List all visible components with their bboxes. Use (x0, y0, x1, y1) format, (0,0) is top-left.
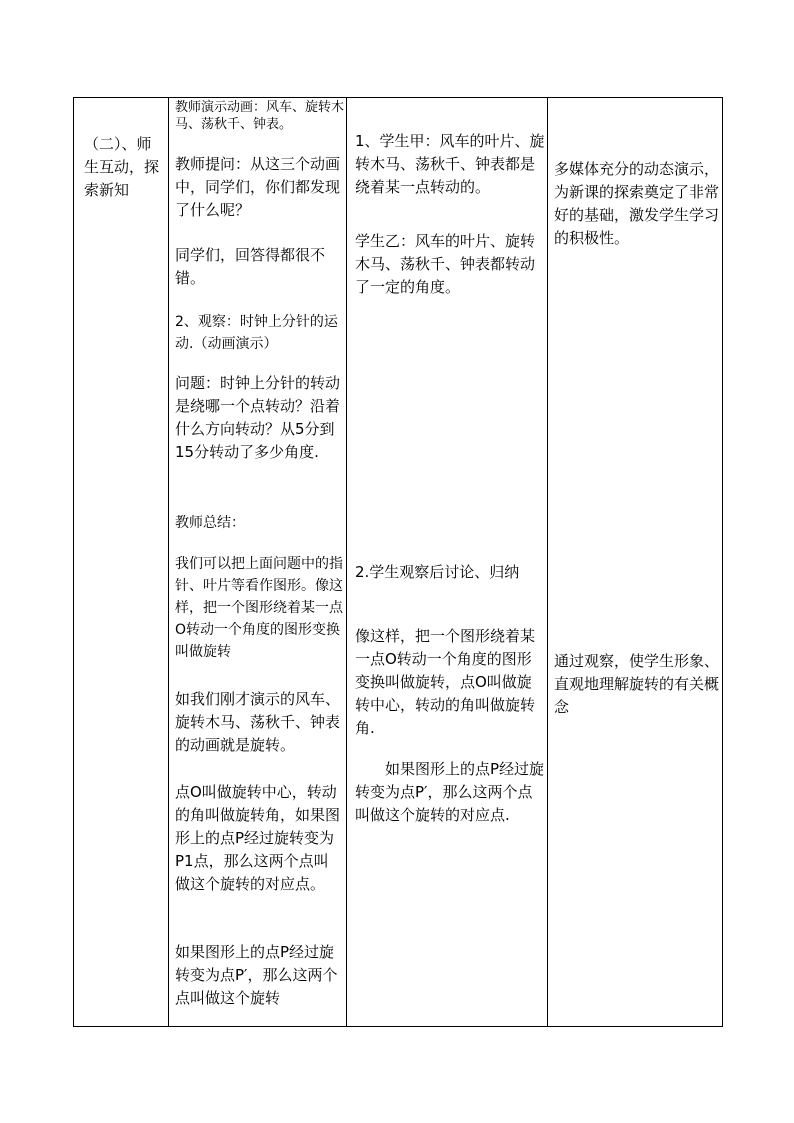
student-paragraph: 像这样，把一个图形绕着某一点O转动一个角度的图形变换叫做旋转，点O叫做旋转中心，转动的角叫做旋转角. (355, 627, 536, 737)
teacher-paragraph: 问题：时钟上分针的转动是绕哪一个点转动？沿着什么方向转动？从5分到15分转动了多少角度. (175, 374, 341, 461)
section-title: （二）、师生互动，探索新知 (84, 135, 160, 199)
teacher-paragraph: 如果图形上的点P经过旋转变为点P′，那么这两个点叫做这个旋转 (175, 943, 338, 1007)
student-paragraph: 学生乙：风车的叶片、旋转木马、荡秋千、钟表都转动了一定的角度。 (355, 232, 536, 296)
design-intent-cell (548, 98, 723, 1027)
teacher-paragraph: 2、观察：时钟上分针的运动.（动画演示） (175, 314, 338, 352)
teacher-paragraph: 教师总结： (175, 515, 245, 531)
intent-paragraph: 通过观察，使学生形象、直观地理解旋转的有关概念 (554, 652, 720, 716)
teacher-paragraph: 我们可以把上面问题中的指针、叶片等看作图形。像这样，把一个图形绕着某一点O转动一个角度的图形变换叫做旋转 (175, 556, 343, 660)
teacher-paragraph: 点O叫做旋转中心，转动的角叫做旋转角，如果图形上的点P经过旋转变为P1点，那么这两个点叫做这个旋转的对应点。 (175, 783, 341, 893)
teacher-paragraph: 如我们刚才演示的风车、旋转木马、荡秋千、钟表的动画就是旋转。 (175, 690, 341, 754)
student-paragraph: 如果图形上的点P经过旋转变为点P′，那么这两个点叫做这个旋转的对应点. (355, 760, 545, 824)
teacher-paragraph: 教师演示动画：风车、旋转木马、荡秋千、钟表。 (175, 100, 345, 132)
lesson-plan-table (73, 97, 723, 1027)
teacher-activity-cell (169, 98, 347, 1027)
intent-paragraph: 多媒体充分的动态演示，为新课的探索奠定了非常好的基础，激发学生学习的积极性。 (554, 160, 720, 247)
table-row (74, 98, 723, 1027)
teacher-paragraph: 同学们，回答得都很不错。 (175, 246, 326, 287)
section-cell (74, 98, 169, 1027)
teacher-paragraph: 教师提问：从这三个动画中，同学们，你们都发现了什么呢？ (175, 155, 341, 219)
student-paragraph: 2.学生观察后讨论、归纳 (355, 563, 520, 581)
student-activity-cell (347, 98, 548, 1027)
student-paragraph: 1、学生甲：风车的叶片、旋转木马、荡秋千、钟表都是绕着某一点转动的。 (355, 132, 545, 196)
